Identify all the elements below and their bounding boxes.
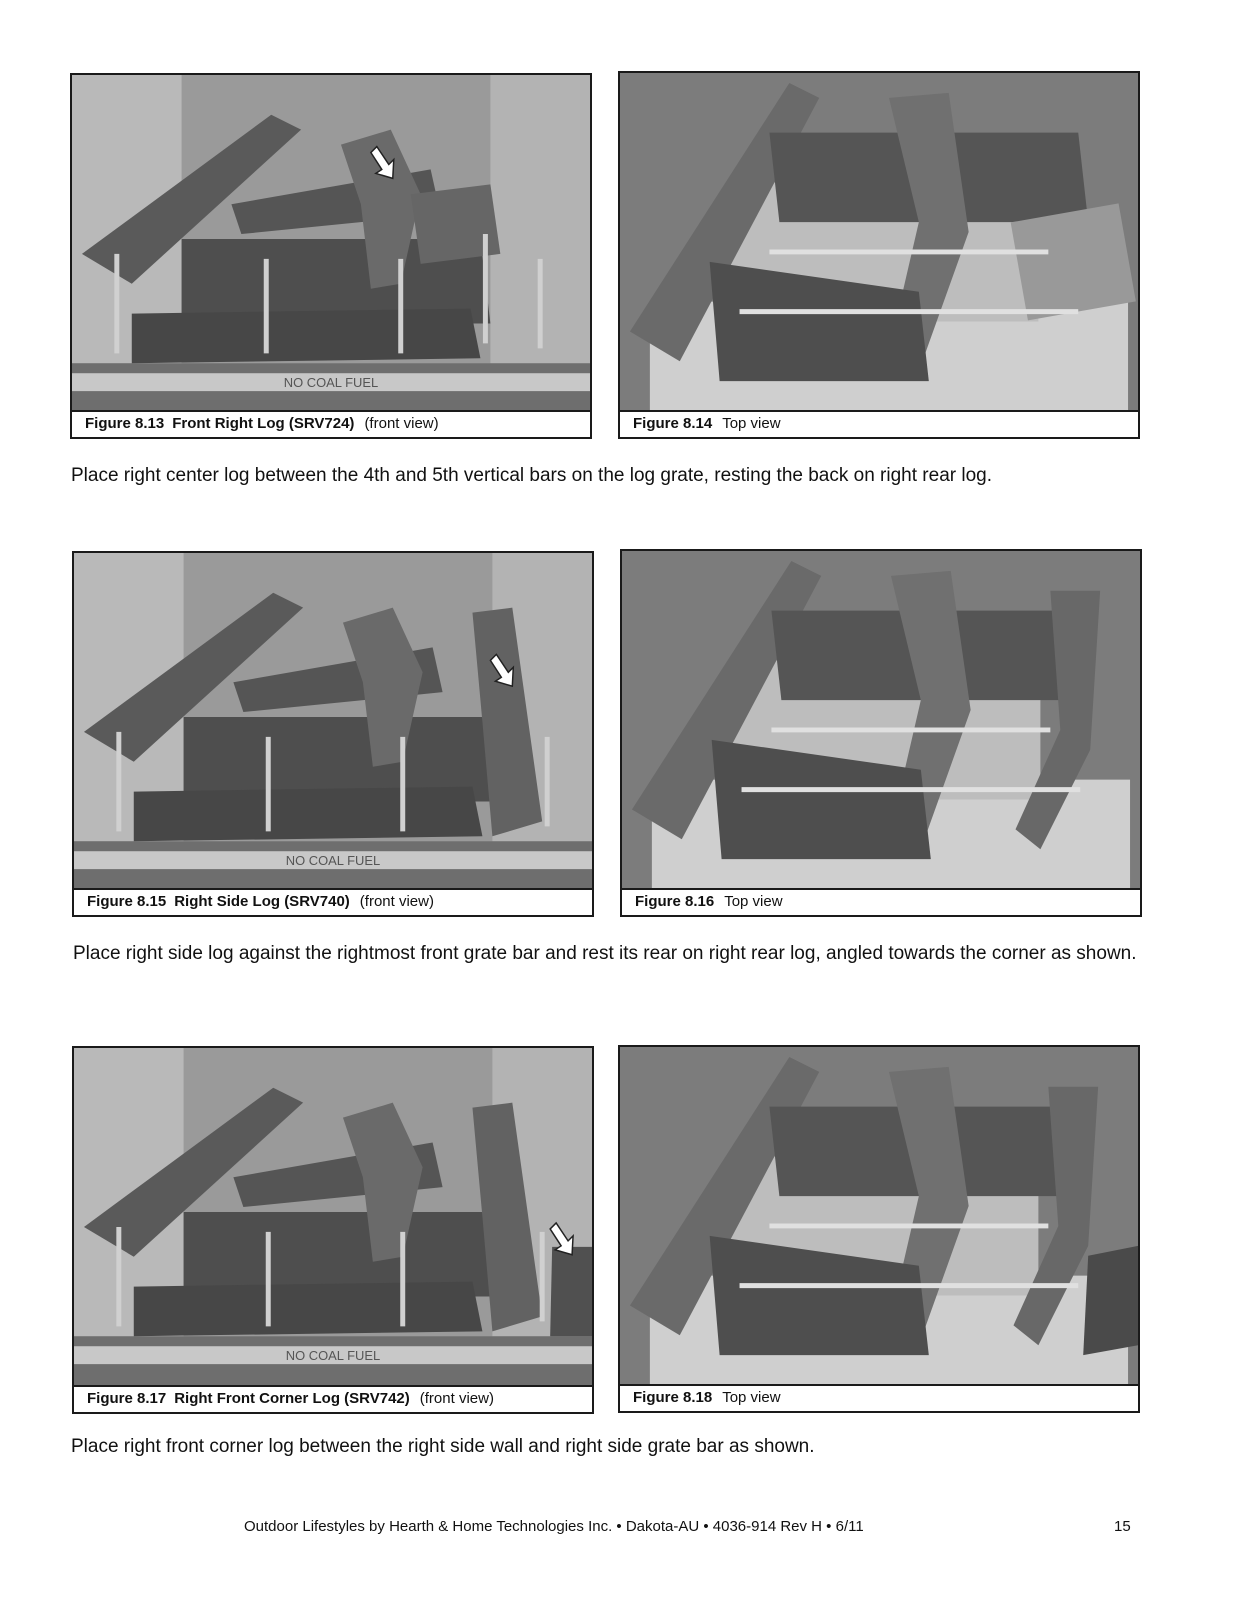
figure-view: Top view — [722, 415, 781, 432]
figure-8-17 — [72, 1046, 594, 1414]
front-view-photo — [72, 75, 590, 410]
grate-label: NO COAL FUEL — [285, 1348, 381, 1364]
figure-8-15 — [72, 551, 594, 917]
figure-view: Top view — [722, 1389, 781, 1406]
figure-8-14 — [618, 71, 1140, 439]
front-view-photo — [74, 553, 592, 888]
top-view-photo — [620, 73, 1138, 410]
figure-8-13 — [70, 73, 592, 439]
instruction-paragraph: Place right front corner log between the right side wall and right side grate bar as shown. — [71, 1436, 815, 1457]
figure-title: Right Front Corner Log (SRV742) — [174, 1390, 410, 1407]
figure-title: Right Side Log (SRV740) — [174, 893, 350, 910]
figure-caption — [72, 410, 590, 437]
figure-number: Figure 8.13 — [85, 415, 165, 432]
instruction-paragraph: Place right center log between the 4th and 5th vertical bars on the log grate, resting the back on right rear log. — [71, 465, 992, 486]
figure-8-18 — [618, 1045, 1140, 1413]
top-view-photo — [620, 1047, 1138, 1384]
figure-caption — [620, 1384, 1138, 1411]
figure-number: Figure 8.16 — [635, 893, 715, 910]
figure-number: Figure 8.14 — [633, 415, 713, 432]
figure-view: (front view) — [419, 1390, 494, 1407]
figure-view: Top view — [724, 893, 783, 910]
figure-number: Figure 8.15 — [87, 893, 167, 910]
front-view-photo — [74, 1048, 592, 1385]
figure-caption — [74, 888, 592, 915]
instruction-paragraph: Place right side log against the rightmost front grate bar and rest its rear on right rear log, angled towards the corner as shown. — [73, 943, 1137, 964]
figure-8-16 — [620, 549, 1142, 917]
top-view-photo — [622, 551, 1140, 888]
page-number: 15 — [1114, 1518, 1131, 1535]
figure-view: (front view) — [364, 415, 439, 432]
figure-title: Front Right Log (SRV724) — [172, 415, 355, 432]
footer-publisher: Outdoor Lifestyles by Hearth & Home Technologies Inc. • Dakota-AU • 4036-914 Rev H • 6/11 — [244, 1518, 864, 1535]
figure-view: (front view) — [359, 893, 434, 910]
grate-label: NO COAL FUEL — [285, 853, 381, 869]
figure-caption — [620, 410, 1138, 437]
figure-caption — [74, 1385, 592, 1412]
grate-label: NO COAL FUEL — [283, 375, 379, 391]
figure-caption — [622, 888, 1140, 915]
figure-number: Figure 8.18 — [633, 1389, 713, 1406]
figure-number: Figure 8.17 — [87, 1390, 167, 1407]
